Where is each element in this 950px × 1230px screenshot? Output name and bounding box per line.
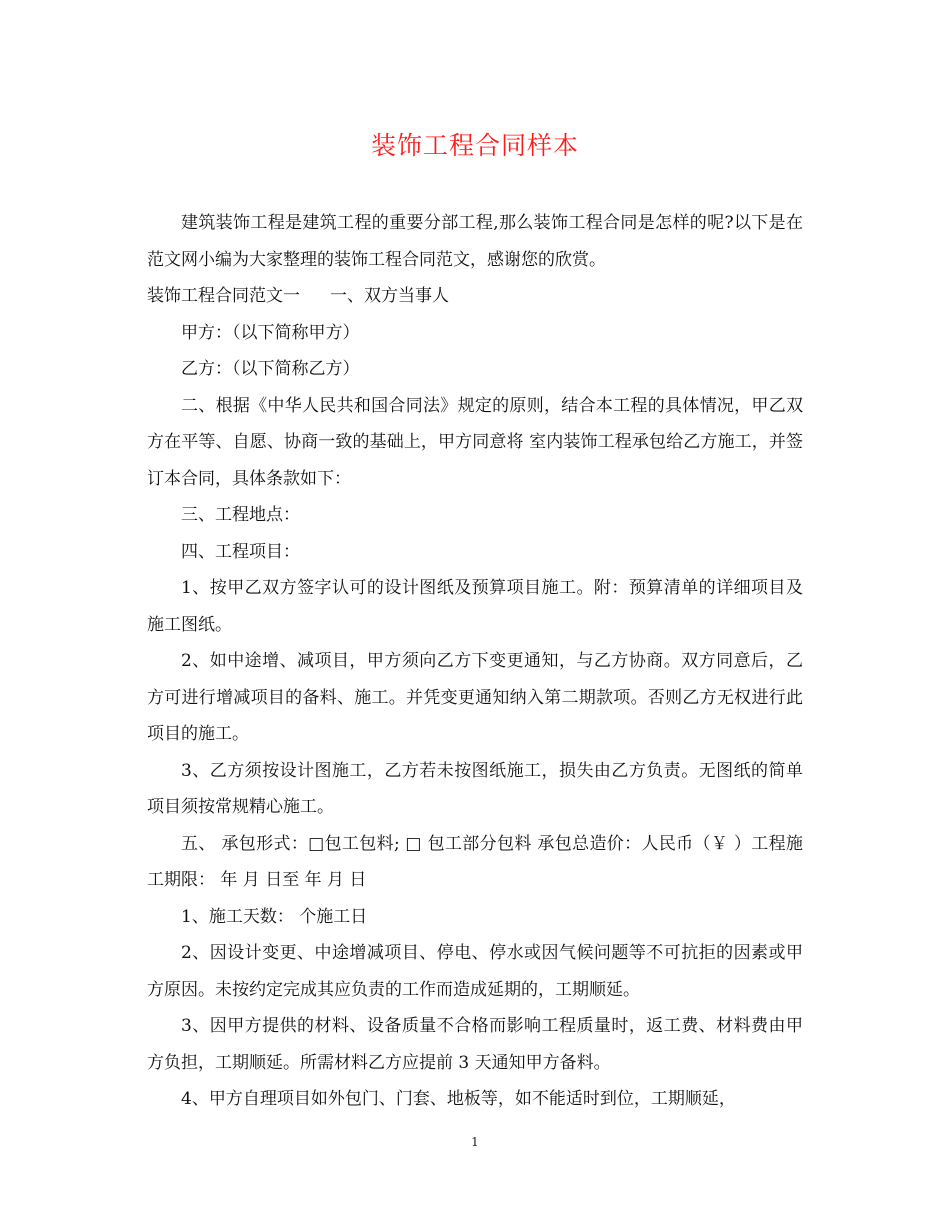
intro-paragraph: 建筑装饰工程是建筑工程的重要分部工程,那么装饰工程合同是怎样的呢?以下是在范文网小编为大家整理的装饰工程合同范文，感谢您的欣赏。 (147, 213, 803, 270)
item-5-3-paragraph: 3、因甲方提供的材料、设备质量不合格而影响工程质量时，返工费、材料费由甲方负担，工期顺延。所需材料乙方应提前 3 天通知甲方备料。 (147, 1016, 803, 1073)
section-one-heading: 一、双方当事人 (330, 286, 449, 306)
section-three-heading: 三、工程地点： (181, 505, 300, 525)
section-two-paragraph: 二、根据《中华人民共和国合同法》规定的原则，结合本工程的具体情况，甲乙双方在平等、自愿、协商一致的基础上，甲方同意将 室内装饰工程承包给乙方施工，并签订本合同，具体条款如下： (147, 395, 803, 489)
party-b-line: 乙方：（以下简称乙方） (181, 359, 360, 379)
section-four-heading: 四、工程项目： (181, 541, 300, 562)
section-five-paragraph: 五、 承包形式：□包工包料; □ 包工部分包料 承包总造价：人民币（￥ ）工程施工期限： 年 月 日至 年 月 日 (147, 833, 803, 890)
item-4-2-paragraph: 2、如中途增、减项目，甲方须向乙方下变更通知，与乙方协商。双方同意后，乙方可进行增减项目的备料、施工。并凭变更通知纳入第二期款项。否则乙方无权进行此项目的施工。 (147, 651, 803, 744)
item-5-1-paragraph: 1、施工天数： 个施工日 (181, 906, 368, 927)
page-number: 1 (471, 1135, 479, 1149)
party-a-line: 甲方：（以下简称甲方） (181, 322, 360, 343)
document-body (147, 205, 803, 1118)
sample-heading: 装饰工程合同范文一 (147, 286, 300, 306)
item-4-3-paragraph: 3、乙方须按设计图施工，乙方若未按图纸施工，损失由乙方负责。无图纸的简单项目须按常规精心施工。 (147, 760, 803, 817)
sample-heading-line (147, 278, 803, 315)
document-title: 装饰工程合同样本 (370, 131, 579, 160)
item-5-4-paragraph: 4、甲方自理项目如外包门、门套、地板等，如不能适时到位，工期顺延， (181, 1089, 736, 1109)
item-4-1-paragraph: 1、按甲乙双方签字认可的设计图纸及预算项目施工。附：预算清单的详细项目及施工图纸。 (147, 578, 803, 635)
item-5-2-paragraph: 2、因设计变更、中途增减项目、停电、停水或因气候问题等不可抗拒的因素或甲方原因。未按约定完成其应负责的工作而造成延期的，工期顺延。 (147, 943, 803, 1000)
